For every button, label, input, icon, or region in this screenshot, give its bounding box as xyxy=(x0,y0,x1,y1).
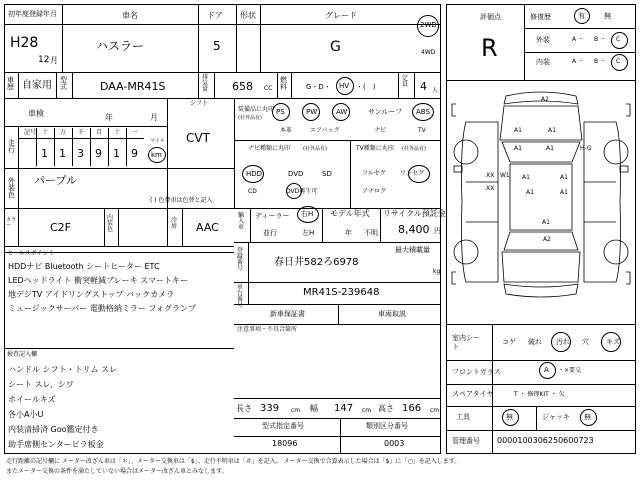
shift-label: シフト xyxy=(190,100,209,107)
height-unit: cm xyxy=(430,407,440,414)
equipment-option: ナビ xyxy=(374,127,387,134)
car-mark: XX xyxy=(486,172,495,179)
height-value: 166 xyxy=(402,403,422,414)
inspector-line: 内装清掃済 Goo鑑定付き xyxy=(8,425,99,434)
seat-option: コゲ xyxy=(502,338,516,346)
class-number: 0003 xyxy=(384,439,405,448)
abc-option: B ・ xyxy=(594,58,607,65)
drive-4wd: 4WD xyxy=(421,49,436,56)
mileage-head: 一 xyxy=(132,129,139,136)
inspector-line: 各小A小U xyxy=(8,410,44,419)
tools-value: 無 xyxy=(506,413,513,421)
mileage-head: 千 xyxy=(78,129,85,136)
repair-label: 修復歴 xyxy=(530,13,551,21)
car-mark: A2 xyxy=(541,96,549,103)
capacity-label: 定員 xyxy=(402,75,409,88)
chassis-label: 車台番号 xyxy=(237,284,244,309)
inspector-line: 助手席側センターピラ板金 xyxy=(8,440,104,449)
exterior-label: 外装色 xyxy=(8,177,15,199)
abc-option: B ・ xyxy=(594,36,607,43)
mileage-head: 十 xyxy=(42,129,49,136)
sales-point-line: ミュージックサーバー 電動格納ミラー フォグランプ xyxy=(8,304,196,313)
mileage-digit: 9 xyxy=(95,147,102,160)
length-value: 339 xyxy=(260,403,280,414)
equipment-option: 本革 xyxy=(280,127,293,134)
max-load-unit: kg xyxy=(433,268,441,275)
sales-points-label: セールスポイント xyxy=(7,250,55,257)
mileage-divider xyxy=(72,128,73,166)
sales-point-line: LEDヘッドライト 衝突軽減ブレーキ スマートキー xyxy=(8,276,189,285)
front-glass-value: A xyxy=(544,366,549,374)
tv-option: ワンセグ xyxy=(400,170,425,177)
footer-line1: 走行距離の記号欄に メーター改ざん車は「＊」、メーター交換車は「$」、走行不明車は「＃」を記入。 メーター交換で合算表示した場合は「$」に「○」を記入します。 xyxy=(6,458,461,465)
inspector-line: ホイールキズ xyxy=(8,395,56,404)
mileage-head-line xyxy=(18,138,144,139)
navi-option: CD xyxy=(248,188,257,195)
car-mark: A1 xyxy=(546,145,554,152)
width-unit: cm xyxy=(362,407,372,414)
reg-year-label: 初年度登録年月 xyxy=(8,10,57,18)
jack-label: ジャッキ xyxy=(542,413,570,421)
car-mark: A1 xyxy=(542,219,550,226)
door-label: ドア xyxy=(207,11,223,20)
inspection-month: 月 xyxy=(150,113,158,122)
interior-color-label: 内装色 xyxy=(107,214,114,233)
model-year-year: 年 xyxy=(345,229,352,237)
car-diagram xyxy=(446,82,636,322)
registration-number: 春日井582ろ6978 xyxy=(274,257,359,268)
capacity-value: 4 xyxy=(420,80,427,93)
navi-option: DVD xyxy=(288,170,304,178)
ac-value: AAC xyxy=(196,221,219,234)
abc-option: C xyxy=(616,58,621,65)
navi-option: HDD xyxy=(246,170,263,178)
mileage-head: 万 xyxy=(60,129,67,136)
equipment-option: PS xyxy=(276,108,285,116)
equipment-label: 装備品に丸印 xyxy=(238,106,275,113)
width-value: 147 xyxy=(334,403,354,414)
interior-seats-label: 室内シート xyxy=(452,334,480,352)
equipment-option: TV xyxy=(418,127,426,134)
reg-month: 12 xyxy=(38,55,50,65)
mileage-digit: 1 xyxy=(113,147,120,160)
usage-value: 自家用 xyxy=(22,80,52,91)
tv-label: TV種類に丸印 xyxy=(356,145,394,152)
displacement-value: 658 xyxy=(232,80,253,93)
equipment-option: ABS xyxy=(416,108,430,116)
sales-point-line: 地デジTV アイドリングストップ バックカメラ xyxy=(8,290,175,299)
car-mark: W1 xyxy=(500,172,510,179)
shape-label: 形状 xyxy=(240,11,256,20)
equipment-option: AW xyxy=(336,108,348,116)
tv-sublabel: (社外品有) xyxy=(402,146,426,152)
import-dealer-pick: 右H xyxy=(301,210,314,218)
navi-option: DVD再生可 xyxy=(286,188,318,195)
abc-option: A ・ xyxy=(572,36,585,43)
grade-label: グレード xyxy=(325,11,357,20)
navi-label: ナビ種類に丸印 xyxy=(248,145,291,152)
capacity-unit: 人 xyxy=(432,87,439,94)
mileage-divider xyxy=(36,128,37,166)
mileage-unit-top: マイル xyxy=(150,138,165,144)
tools-label: 工具 xyxy=(456,413,470,421)
equipment-option: サンルーフ xyxy=(368,108,403,116)
drive-2wd: 2WD xyxy=(420,21,437,29)
repair-yes: 有 xyxy=(578,12,585,20)
car-mark: A1 xyxy=(526,189,534,196)
import-parallel: 並行 xyxy=(263,229,277,237)
spare-tire-label: スペアタイヤ xyxy=(452,390,494,398)
fuel-extra: ・( ) xyxy=(356,83,376,91)
exterior-color: パープル xyxy=(34,174,78,187)
equipment-option: エアバッグ xyxy=(310,127,340,134)
shift-value: CVT xyxy=(186,131,210,145)
fuel-label: 燃料 xyxy=(280,76,287,91)
int-label: 内装 xyxy=(536,58,550,66)
abc-option: C xyxy=(616,36,621,43)
inspector-label: 検査記入欄 xyxy=(7,351,38,358)
car-name-label: 車名 xyxy=(122,11,138,20)
car-mark: H-G xyxy=(580,145,592,152)
inspection-label: 車検 xyxy=(28,109,44,118)
mileage-label: 走行 xyxy=(8,139,15,154)
car-mark: A2 xyxy=(543,236,551,243)
color-code-label: カラー xyxy=(6,217,17,228)
car-mark: XX xyxy=(486,185,495,192)
import-left: 左H xyxy=(302,229,315,237)
color-code-value: C2F xyxy=(50,221,72,234)
repair-no: 無 xyxy=(604,12,611,20)
class-number-label: 類別区分番号 xyxy=(366,422,408,430)
seat-option: 汚れ xyxy=(556,338,570,346)
displacement-unit: CC xyxy=(264,85,273,92)
type-number-label: 型式指定番号 xyxy=(262,422,304,430)
footer-line2: またメーター交換の条件を満たしていない場合はメーター改ざん車とみなします。 xyxy=(6,468,228,475)
tv-option: アナログ xyxy=(362,188,387,195)
notes-label: 注意事項・不具合箇所 xyxy=(237,326,298,333)
mileage-head: 百 xyxy=(96,129,103,136)
inspector-line: シート スレ、シワ xyxy=(8,380,74,389)
navi-option: SD xyxy=(322,170,332,178)
inspector-line: ハンドル シフト・トリム スレ xyxy=(8,365,118,374)
door-count: 5 xyxy=(213,39,221,53)
admin-number: 0000100306250600723 xyxy=(497,436,594,445)
jack-value: 無 xyxy=(584,413,591,421)
model-label: 型式 xyxy=(60,76,67,91)
mileage-divider xyxy=(54,128,55,166)
fuel-options: G・D・ xyxy=(306,83,331,91)
mileage-digit: 3 xyxy=(77,147,84,160)
inspection-year: 年 xyxy=(105,113,113,122)
chassis-number: MR41S-239648 xyxy=(303,287,380,298)
seat-option: 破れ xyxy=(528,338,542,346)
registration-label: 登録番号 xyxy=(237,247,244,272)
width-label: 幅 xyxy=(310,404,318,413)
mileage-unit: km xyxy=(151,151,162,159)
car-name: ハスラー xyxy=(96,39,145,53)
displacement-label: 排気量 xyxy=(202,74,209,93)
manual-label: 車両取説 xyxy=(378,310,406,318)
car-mark: A1 xyxy=(522,174,530,181)
equipment-sublabel: (社外品有) xyxy=(238,115,262,121)
reg-era: H28 xyxy=(10,35,39,51)
admin-label: 管理番号 xyxy=(452,437,480,445)
mileage-divider xyxy=(126,128,127,166)
front-glass-label: フロントガラス xyxy=(452,368,501,376)
usage-label: 車歴 xyxy=(7,76,14,91)
length-unit: cm xyxy=(291,407,301,414)
car-mark: A1 xyxy=(560,189,568,196)
navi-sublabel: (社外品有) xyxy=(303,146,327,152)
car-mark: A1 xyxy=(514,145,522,152)
recycle-unit: 円 xyxy=(434,227,441,235)
recycle-amount: 8,400 xyxy=(398,223,430,236)
mileage-digit: 1 xyxy=(41,147,48,160)
mileage-divider xyxy=(108,128,109,166)
front-glass-rest: ・×要交 xyxy=(558,367,582,374)
mileage-head: 記号 xyxy=(24,129,37,136)
mileage-head: 十 xyxy=(114,129,121,136)
model-year-unknown: 不明 xyxy=(364,229,378,237)
mileage-digit: 9 xyxy=(131,147,138,160)
warranty-label: 新車保証書 xyxy=(270,310,305,318)
fuel-selected: HV xyxy=(339,82,350,90)
model-value: DAA-MR41S xyxy=(100,80,166,93)
seat-option: 穴 xyxy=(582,338,589,346)
reg-month-unit: 月 xyxy=(50,56,58,65)
equipment-option: PW xyxy=(306,108,318,116)
import-label: 輸入車 xyxy=(238,212,245,231)
car-mark: A1 xyxy=(514,127,522,134)
seat-option: キズ xyxy=(606,338,620,346)
score-label: 評価点 xyxy=(480,13,501,21)
exterior-note: ( ) 色替車は色替と記入 xyxy=(150,197,213,204)
ac-label: 冷房 xyxy=(171,217,178,230)
ext-label: 外装 xyxy=(536,36,550,44)
length-label: 長さ xyxy=(236,404,252,413)
model-year-label: モデル年式 xyxy=(330,209,370,218)
abc-option: A ・ xyxy=(572,58,585,65)
import-dealer: ディーラー xyxy=(255,212,290,220)
car-mark: A1 xyxy=(548,127,556,134)
type-number: 18096 xyxy=(272,439,298,448)
car-mark: A1 xyxy=(560,174,568,181)
tv-option: フルセグ xyxy=(362,170,386,177)
score-value: R xyxy=(481,34,498,62)
spare-tire-options: T ・ 修理KIT ・ 欠 xyxy=(514,391,565,398)
sales-point-line: HDDナビ Bluetooth シートヒーター ETC xyxy=(8,262,160,271)
recycle-label: リサイクル預託金 xyxy=(383,209,446,218)
mileage-divider xyxy=(90,128,91,166)
max-load-label: 最大積載量 xyxy=(395,246,430,254)
height-label: 高さ xyxy=(378,404,394,413)
grade-value: G xyxy=(330,39,341,55)
mileage-digit: 1 xyxy=(59,147,66,160)
